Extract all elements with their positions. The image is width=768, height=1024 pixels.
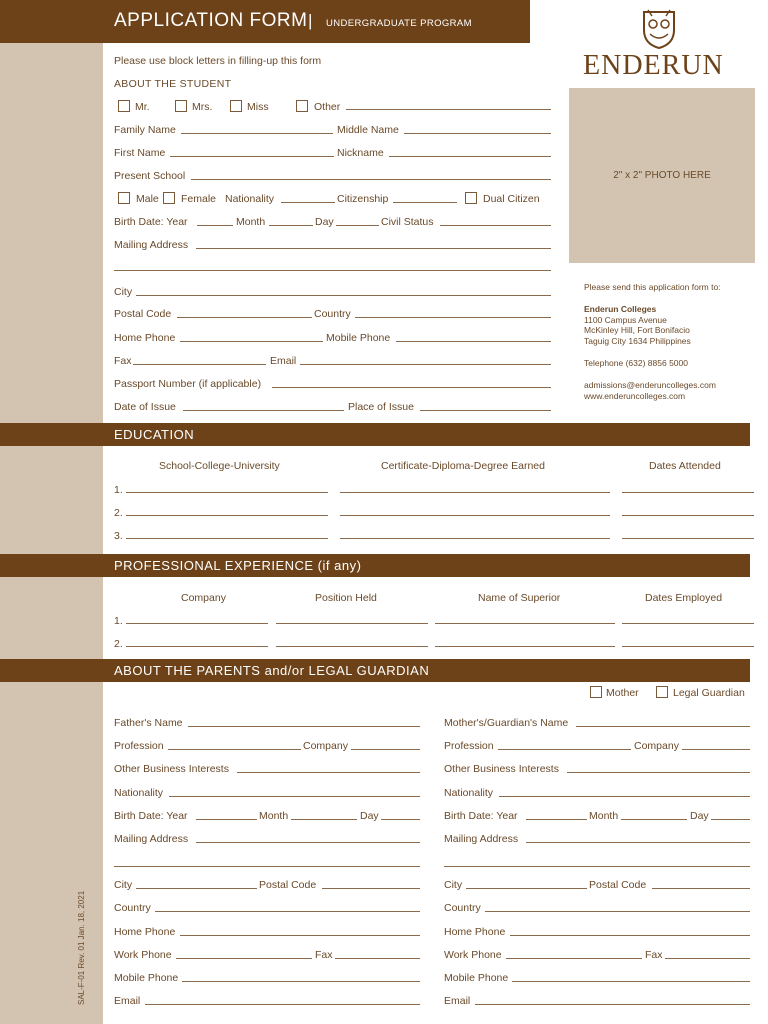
- father-work-phone-field[interactable]: [176, 958, 312, 959]
- left-sidebar: [0, 0, 103, 1024]
- mother-birth-month-field[interactable]: [621, 819, 687, 820]
- passport-field[interactable]: [272, 387, 551, 388]
- edu-row-1-dates[interactable]: [622, 492, 754, 493]
- exp-row-1-position[interactable]: [276, 623, 428, 624]
- photo-placeholder: [569, 88, 755, 263]
- mrs-checkbox[interactable]: [175, 100, 187, 112]
- legal-guardian-label: Legal Guardian: [673, 687, 745, 699]
- edu-row-3-num: 3.: [114, 530, 123, 542]
- other-label: Other: [314, 101, 341, 113]
- address-email[interactable]: admissions@enderuncolleges.com: [584, 380, 716, 390]
- parents-heading: ABOUT THE PARENTS and/or LEGAL GUARDIAN: [114, 663, 430, 678]
- female-checkbox[interactable]: [163, 192, 175, 204]
- father-email-field[interactable]: [145, 1004, 420, 1005]
- mother-birth-year-label: Birth Date: Year: [444, 810, 518, 822]
- father-fax-label: Fax: [315, 949, 333, 961]
- mother-city-label: City: [444, 879, 463, 891]
- father-birth-year-field[interactable]: [196, 819, 257, 820]
- logo-wordmark: ENDERUN: [583, 50, 724, 81]
- father-company-field[interactable]: [351, 749, 420, 750]
- parents-band: [0, 659, 750, 682]
- country-field[interactable]: [355, 317, 551, 318]
- address-line2: McKinley Hill, Fort Bonifacio: [584, 325, 690, 335]
- nickname-label: Nickname: [337, 147, 384, 159]
- mother-work-phone-field[interactable]: [506, 958, 642, 959]
- other-field[interactable]: [346, 109, 551, 110]
- address-intro: Please send this application form to:: [584, 282, 721, 292]
- civil-status-label: Civil Status: [381, 216, 434, 228]
- mailing-address-field-2[interactable]: [114, 270, 551, 271]
- mother-birth-day-label: Day: [690, 810, 709, 822]
- mother-city-field[interactable]: [466, 888, 587, 889]
- mailing-address-label: Mailing Address: [114, 239, 189, 251]
- mother-postal-field[interactable]: [652, 888, 750, 889]
- female-label: Female: [181, 193, 217, 205]
- exp-row-2-num: 2.: [114, 638, 123, 650]
- fax-label: Fax: [114, 355, 132, 367]
- mother-mailing-field-2[interactable]: [444, 866, 750, 867]
- place-of-issue-field[interactable]: [420, 410, 551, 411]
- father-business-label: Other Business Interests: [114, 763, 229, 775]
- mother-name-label: Mother's/Guardian's Name: [444, 717, 569, 729]
- mrs-label: Mrs.: [192, 101, 213, 113]
- father-nationality-label: Nationality: [114, 787, 164, 799]
- father-country-field[interactable]: [155, 911, 420, 912]
- birth-day-label: Day: [315, 216, 334, 228]
- mother-label: Mother: [606, 687, 639, 699]
- father-profession-field[interactable]: [168, 749, 301, 750]
- exp-row-1-num: 1.: [114, 615, 123, 627]
- nickname-field[interactable]: [389, 156, 551, 157]
- exp-row-2-dates[interactable]: [622, 646, 754, 647]
- mother-birth-year-field[interactable]: [526, 819, 587, 820]
- city-label: City: [114, 286, 133, 298]
- edu-col-school: School-College-University: [159, 460, 280, 472]
- father-nationality-field[interactable]: [169, 796, 420, 797]
- father-fax-field[interactable]: [335, 958, 420, 959]
- father-work-phone-label: Work Phone: [114, 949, 172, 961]
- father-country-label: Country: [114, 902, 151, 914]
- father-birth-month-label: Month: [259, 810, 289, 822]
- mother-email-field[interactable]: [475, 1004, 750, 1005]
- mother-work-phone-label: Work Phone: [444, 949, 502, 961]
- city-field[interactable]: [136, 295, 551, 296]
- mailing-address-field[interactable]: [196, 248, 551, 249]
- exp-col-company: Company: [181, 592, 226, 604]
- mother-mailing-label: Mailing Address: [444, 833, 519, 845]
- edu-row-1-num: 1.: [114, 484, 123, 496]
- father-mobile-label: Mobile Phone: [114, 972, 179, 984]
- exp-row-2-position[interactable]: [276, 646, 428, 647]
- middle-name-field[interactable]: [404, 133, 551, 134]
- email-field[interactable]: [300, 364, 551, 365]
- mother-checkbox[interactable]: [590, 686, 602, 698]
- middle-name-label: Middle Name: [337, 124, 399, 136]
- father-business-field[interactable]: [237, 772, 420, 773]
- miss-label: Miss: [247, 101, 269, 113]
- father-company-label: Company: [303, 740, 348, 752]
- mother-profession-label: Profession: [444, 740, 494, 752]
- birth-year-label: Birth Date: Year: [114, 216, 188, 228]
- home-phone-field[interactable]: [180, 341, 323, 342]
- edu-col-degree: Certificate-Diploma-Degree Earned: [381, 460, 545, 472]
- mother-business-label: Other Business Interests: [444, 763, 559, 775]
- mr-checkbox[interactable]: [118, 100, 130, 112]
- other-checkbox[interactable]: [296, 100, 308, 112]
- present-school-label: Present School: [114, 170, 186, 182]
- country-label: Country: [314, 308, 351, 320]
- father-email-label: Email: [114, 995, 141, 1007]
- exp-row-2-company[interactable]: [126, 646, 268, 647]
- address-org: Enderun Colleges: [584, 304, 657, 314]
- mother-nationality-label: Nationality: [444, 787, 494, 799]
- dual-citizen-checkbox[interactable]: [465, 192, 477, 204]
- father-mailing-field-2[interactable]: [114, 866, 420, 867]
- mother-home-phone-label: Home Phone: [444, 926, 506, 938]
- fax-field[interactable]: [133, 364, 266, 365]
- edu-row-3-school[interactable]: [126, 538, 328, 539]
- citizenship-field[interactable]: [393, 202, 457, 203]
- mother-birth-month-label: Month: [589, 810, 619, 822]
- father-birth-day-label: Day: [360, 810, 379, 822]
- education-band: [0, 423, 750, 446]
- edu-row-3-dates[interactable]: [622, 538, 754, 539]
- edu-col-dates: Dates Attended: [649, 460, 721, 472]
- edu-row-2-degree[interactable]: [340, 515, 610, 516]
- mother-name-field[interactable]: [576, 726, 750, 727]
- mother-nationality-field[interactable]: [499, 796, 750, 797]
- mr-label: Mr.: [135, 101, 150, 113]
- form-code: SAL-F-01 Rev. 01 Jan. 18, 2021: [77, 890, 86, 1005]
- experience-band: [0, 554, 750, 577]
- mobile-phone-label: Mobile Phone: [326, 332, 391, 344]
- mother-country-field[interactable]: [485, 911, 750, 912]
- first-name-label: First Name: [114, 147, 166, 159]
- form-subtitle: UNDERGRADUATE PROGRAM: [326, 18, 472, 29]
- nationality-field[interactable]: [281, 202, 335, 203]
- crest-icon: [640, 8, 678, 50]
- father-name-label: Father's Name: [114, 717, 183, 729]
- education-heading: EDUCATION: [114, 427, 195, 442]
- instruction-text: Please use block letters in filling-up this form: [114, 55, 322, 67]
- mother-country-label: Country: [444, 902, 481, 914]
- photo-label: 2" x 2" PHOTO HERE: [613, 170, 711, 181]
- edu-row-1-degree[interactable]: [340, 492, 610, 493]
- father-city-field[interactable]: [136, 888, 257, 889]
- family-name-label: Family Name: [114, 124, 176, 136]
- birth-month-field[interactable]: [269, 225, 313, 226]
- exp-row-1-company[interactable]: [126, 623, 268, 624]
- edu-row-2-num: 2.: [114, 507, 123, 519]
- exp-col-position: Position Held: [315, 592, 377, 604]
- edu-row-3-degree[interactable]: [340, 538, 610, 539]
- father-postal-label: Postal Code: [259, 879, 317, 891]
- birth-month-label: Month: [236, 216, 266, 228]
- mother-birth-day-field[interactable]: [711, 819, 750, 820]
- exp-col-dates: Dates Employed: [645, 592, 723, 604]
- mother-fax-field[interactable]: [665, 958, 750, 959]
- father-mobile-field[interactable]: [182, 981, 420, 982]
- birth-year-field[interactable]: [197, 225, 233, 226]
- present-school-field[interactable]: [191, 179, 551, 180]
- edu-row-2-dates[interactable]: [622, 515, 754, 516]
- date-of-issue-field[interactable]: [183, 410, 344, 411]
- mother-fax-label: Fax: [645, 949, 663, 961]
- mother-profession-field[interactable]: [498, 749, 631, 750]
- father-birth-year-label: Birth Date: Year: [114, 810, 188, 822]
- mother-postal-label: Postal Code: [589, 879, 647, 891]
- father-birth-month-field[interactable]: [291, 819, 357, 820]
- experience-heading: PROFESSIONAL EXPERIENCE (if any): [114, 558, 362, 573]
- mother-mobile-label: Mobile Phone: [444, 972, 509, 984]
- mother-company-field[interactable]: [682, 749, 750, 750]
- postal-code-label: Postal Code: [114, 308, 172, 320]
- male-checkbox[interactable]: [118, 192, 130, 204]
- edu-row-2-school[interactable]: [126, 515, 328, 516]
- student-heading: ABOUT THE STUDENT: [114, 78, 232, 90]
- home-phone-label: Home Phone: [114, 332, 176, 344]
- father-name-field[interactable]: [188, 726, 420, 727]
- mother-business-field[interactable]: [567, 772, 750, 773]
- title-separator: |: [308, 11, 313, 30]
- mother-email-label: Email: [444, 995, 471, 1007]
- date-of-issue-label: Date of Issue: [114, 401, 176, 413]
- exp-row-1-superior[interactable]: [435, 623, 615, 624]
- address-line1: 1100 Campus Avenue: [584, 315, 667, 325]
- email-label: Email: [270, 355, 297, 367]
- mother-mailing-field[interactable]: [526, 842, 750, 843]
- legal-guardian-checkbox[interactable]: [656, 686, 668, 698]
- father-home-phone-label: Home Phone: [114, 926, 176, 938]
- place-of-issue-label: Place of Issue: [348, 401, 414, 413]
- father-birth-day-field[interactable]: [381, 819, 420, 820]
- address-web[interactable]: www.enderuncolleges.com: [584, 391, 686, 401]
- mother-mobile-field[interactable]: [512, 981, 750, 982]
- family-name-field[interactable]: [181, 133, 333, 134]
- civil-status-field[interactable]: [440, 225, 551, 226]
- first-name-field[interactable]: [170, 156, 334, 157]
- passport-label: Passport Number (if applicable): [114, 378, 262, 390]
- mother-home-phone-field[interactable]: [510, 935, 750, 936]
- edu-row-1-school[interactable]: [126, 492, 328, 493]
- birth-day-field[interactable]: [336, 225, 379, 226]
- nationality-label: Nationality: [225, 193, 275, 205]
- father-city-label: City: [114, 879, 133, 891]
- exp-row-1-dates[interactable]: [622, 623, 754, 624]
- miss-checkbox[interactable]: [230, 100, 242, 112]
- exp-row-2-superior[interactable]: [435, 646, 615, 647]
- father-mailing-label: Mailing Address: [114, 833, 189, 845]
- mother-company-label: Company: [634, 740, 679, 752]
- address-phone: Telephone (632) 8856 5000: [584, 358, 688, 368]
- form-title: APPLICATION FORM: [114, 10, 308, 31]
- dual-citizen-label: Dual Citizen: [483, 193, 540, 205]
- address-line3: Taguig City 1634 Philippines: [584, 336, 691, 346]
- father-postal-field[interactable]: [322, 888, 420, 889]
- father-home-phone-field[interactable]: [180, 935, 420, 936]
- father-mailing-field[interactable]: [196, 842, 420, 843]
- father-profession-label: Profession: [114, 740, 164, 752]
- form-header: [0, 0, 530, 43]
- male-label: Male: [136, 193, 159, 205]
- postal-code-field[interactable]: [177, 317, 312, 318]
- citizenship-label: Citizenship: [337, 193, 389, 205]
- mobile-phone-field[interactable]: [396, 341, 551, 342]
- exp-col-superior: Name of Superior: [478, 592, 561, 604]
